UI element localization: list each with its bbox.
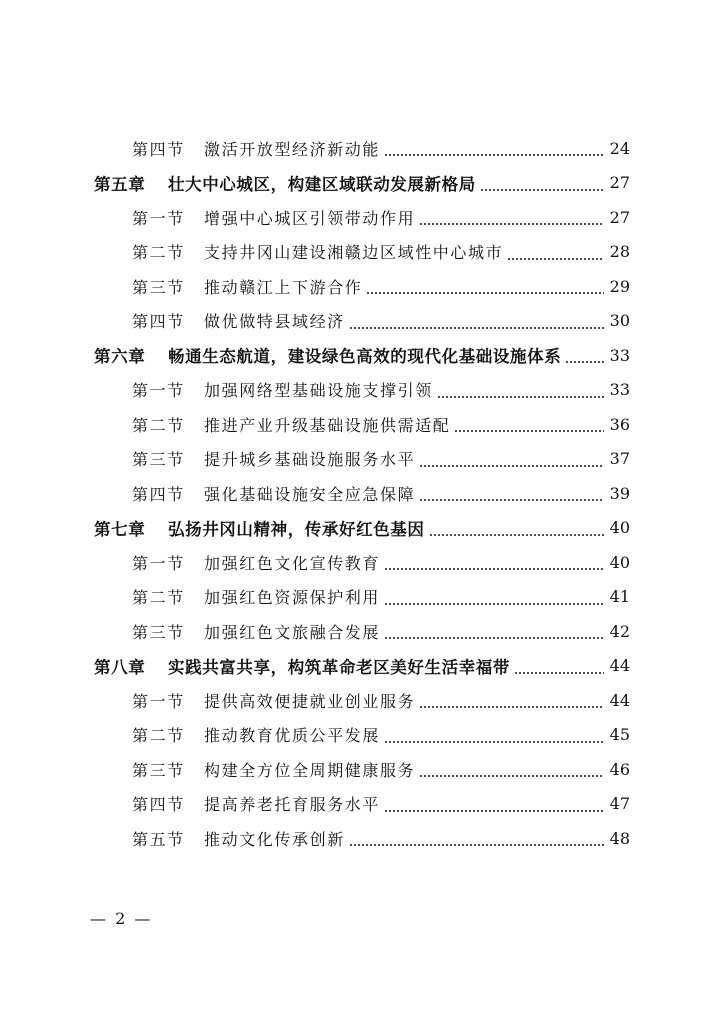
toc-section-entry[interactable] xyxy=(0,683,724,718)
dot-leader xyxy=(480,189,604,191)
toc-entry-page: 27 xyxy=(609,173,630,193)
toc-entry-title: 加强网络型基础设施支撑引领 xyxy=(204,381,433,401)
toc-section-entry[interactable] xyxy=(0,235,724,270)
dot-leader xyxy=(419,706,604,708)
dot-leader xyxy=(514,672,604,674)
toc-section-entry[interactable] xyxy=(0,614,724,649)
toc-entry-number: 第一节 xyxy=(132,208,185,228)
toc-entry-page: 28 xyxy=(609,242,630,262)
toc-entry-title: 推动赣江上下游合作 xyxy=(204,277,363,297)
toc-entry-number: 第一节 xyxy=(132,691,185,711)
toc-section-entry[interactable] xyxy=(0,545,724,580)
toc-section-entry[interactable] xyxy=(0,752,724,787)
toc-chapter-entry[interactable] xyxy=(0,511,724,546)
toc-entry-title: 壮大中心城区，构建区域联动发展新格局 xyxy=(168,174,476,194)
toc-section-entry[interactable] xyxy=(0,269,724,304)
toc-entry-page: 45 xyxy=(609,725,630,745)
toc-entry-number: 第二节 xyxy=(132,415,185,435)
dot-leader xyxy=(384,568,604,570)
toc-entry-page: 42 xyxy=(609,621,630,641)
toc-section-entry[interactable] xyxy=(0,821,724,856)
toc-entry-title: 激活开放型经济新动能 xyxy=(204,139,381,159)
toc-entry-number: 第四节 xyxy=(132,139,185,159)
toc-entry-number: 第七章 xyxy=(94,519,146,539)
toc-entry-page: 36 xyxy=(609,414,630,434)
toc-entry-page: 30 xyxy=(609,311,630,331)
toc-entry-title: 做优做特县域经济 xyxy=(204,312,345,332)
toc-entry-page: 47 xyxy=(609,794,630,814)
toc-entry-number: 第三节 xyxy=(132,760,185,780)
dot-leader xyxy=(419,223,604,225)
toc-entry-title: 提高养老托育服务水平 xyxy=(204,795,381,815)
dot-leader xyxy=(419,465,604,467)
toc-section-entry[interactable] xyxy=(0,580,724,615)
toc-entry-title: 推动文化传承创新 xyxy=(204,829,345,849)
dot-leader xyxy=(384,637,604,639)
toc-entry-number: 第五章 xyxy=(94,174,146,194)
toc-chapter-entry[interactable] xyxy=(0,649,724,684)
toc-entry-title: 弘扬井冈山精神，传承好红色基因 xyxy=(168,519,425,539)
toc-entry-page: 27 xyxy=(609,207,630,227)
toc-chapter-entry[interactable] xyxy=(0,166,724,201)
toc-section-entry[interactable] xyxy=(0,131,724,166)
toc-section-entry[interactable] xyxy=(0,304,724,339)
toc-entry-title: 加强红色文化宣传教育 xyxy=(204,553,381,573)
table-of-contents xyxy=(0,131,724,856)
toc-section-entry[interactable] xyxy=(0,373,724,408)
toc-entry-number: 第六章 xyxy=(94,347,146,367)
toc-entry-page: 48 xyxy=(609,828,630,848)
dot-leader xyxy=(507,258,604,260)
toc-entry-title: 畅通生态航道，建设绿色高效的现代化基础设施体系 xyxy=(168,347,562,367)
toc-entry-title: 构建全方位全周期健康服务 xyxy=(204,760,416,780)
dot-leader xyxy=(366,292,604,294)
toc-chapter-entry[interactable] xyxy=(0,338,724,373)
dot-leader xyxy=(429,534,605,536)
toc-entry-title: 加强红色文旅融合发展 xyxy=(204,622,381,642)
toc-entry-number: 第五节 xyxy=(132,829,185,849)
dot-leader xyxy=(384,810,604,812)
toc-entry-page: 39 xyxy=(609,483,630,503)
toc-entry-number: 第二节 xyxy=(132,588,185,608)
toc-section-entry[interactable] xyxy=(0,718,724,753)
toc-entry-title: 实践共富共享，构筑革命老区美好生活幸福带 xyxy=(168,657,510,677)
toc-entry-page: 46 xyxy=(609,759,630,779)
dot-leader xyxy=(454,430,604,432)
dot-leader xyxy=(384,603,604,605)
dot-leader xyxy=(349,844,604,846)
toc-section-entry[interactable] xyxy=(0,407,724,442)
toc-entry-title: 增强中心城区引领带动作用 xyxy=(204,208,416,228)
toc-entry-page: 24 xyxy=(609,138,630,158)
toc-entry-number: 第四节 xyxy=(132,312,185,332)
toc-entry-page: 29 xyxy=(609,276,630,296)
toc-section-entry[interactable] xyxy=(0,442,724,477)
toc-entry-page: 33 xyxy=(609,380,630,400)
toc-entry-page: 44 xyxy=(609,656,630,676)
toc-entry-title: 加强红色资源保护利用 xyxy=(204,588,381,608)
toc-entry-number: 第二节 xyxy=(132,243,185,263)
toc-section-entry[interactable] xyxy=(0,476,724,511)
toc-entry-number: 第一节 xyxy=(132,381,185,401)
toc-entry-title: 推进产业升级基础设施供需适配 xyxy=(204,415,451,435)
dot-leader xyxy=(349,327,604,329)
toc-entry-title: 推动教育优质公平发展 xyxy=(204,726,381,746)
toc-entry-page: 41 xyxy=(609,587,630,607)
dot-leader xyxy=(384,154,604,156)
toc-entry-page: 33 xyxy=(609,345,630,365)
toc-entry-page: 44 xyxy=(609,690,630,710)
toc-section-entry[interactable] xyxy=(0,787,724,822)
dot-leader xyxy=(419,499,604,501)
toc-entry-title: 提升城乡基础设施服务水平 xyxy=(204,450,416,470)
toc-entry-number: 第八章 xyxy=(94,657,146,677)
toc-entry-number: 第四节 xyxy=(132,484,185,504)
dot-leader xyxy=(384,741,604,743)
toc-entry-title: 强化基础设施安全应急保障 xyxy=(204,484,416,504)
toc-entry-number: 第一节 xyxy=(132,553,185,573)
toc-entry-number: 第三节 xyxy=(132,450,185,470)
toc-entry-number: 第四节 xyxy=(132,795,185,815)
toc-entry-number: 第三节 xyxy=(132,622,185,642)
toc-entry-page: 37 xyxy=(609,449,630,469)
toc-entry-page: 40 xyxy=(609,552,630,572)
toc-entry-number: 第三节 xyxy=(132,277,185,297)
toc-entry-page: 40 xyxy=(609,518,630,538)
toc-entry-number: 第二节 xyxy=(132,726,185,746)
toc-section-entry[interactable] xyxy=(0,200,724,235)
toc-entry-title: 提供高效便捷就业创业服务 xyxy=(204,691,416,711)
dot-leader xyxy=(419,775,604,777)
toc-entry-title: 支持井冈山建设湘赣边区域性中心城市 xyxy=(204,243,504,263)
dot-leader xyxy=(437,396,604,398)
page-number-footer: — 2 — xyxy=(90,909,153,928)
dot-leader xyxy=(565,361,604,363)
